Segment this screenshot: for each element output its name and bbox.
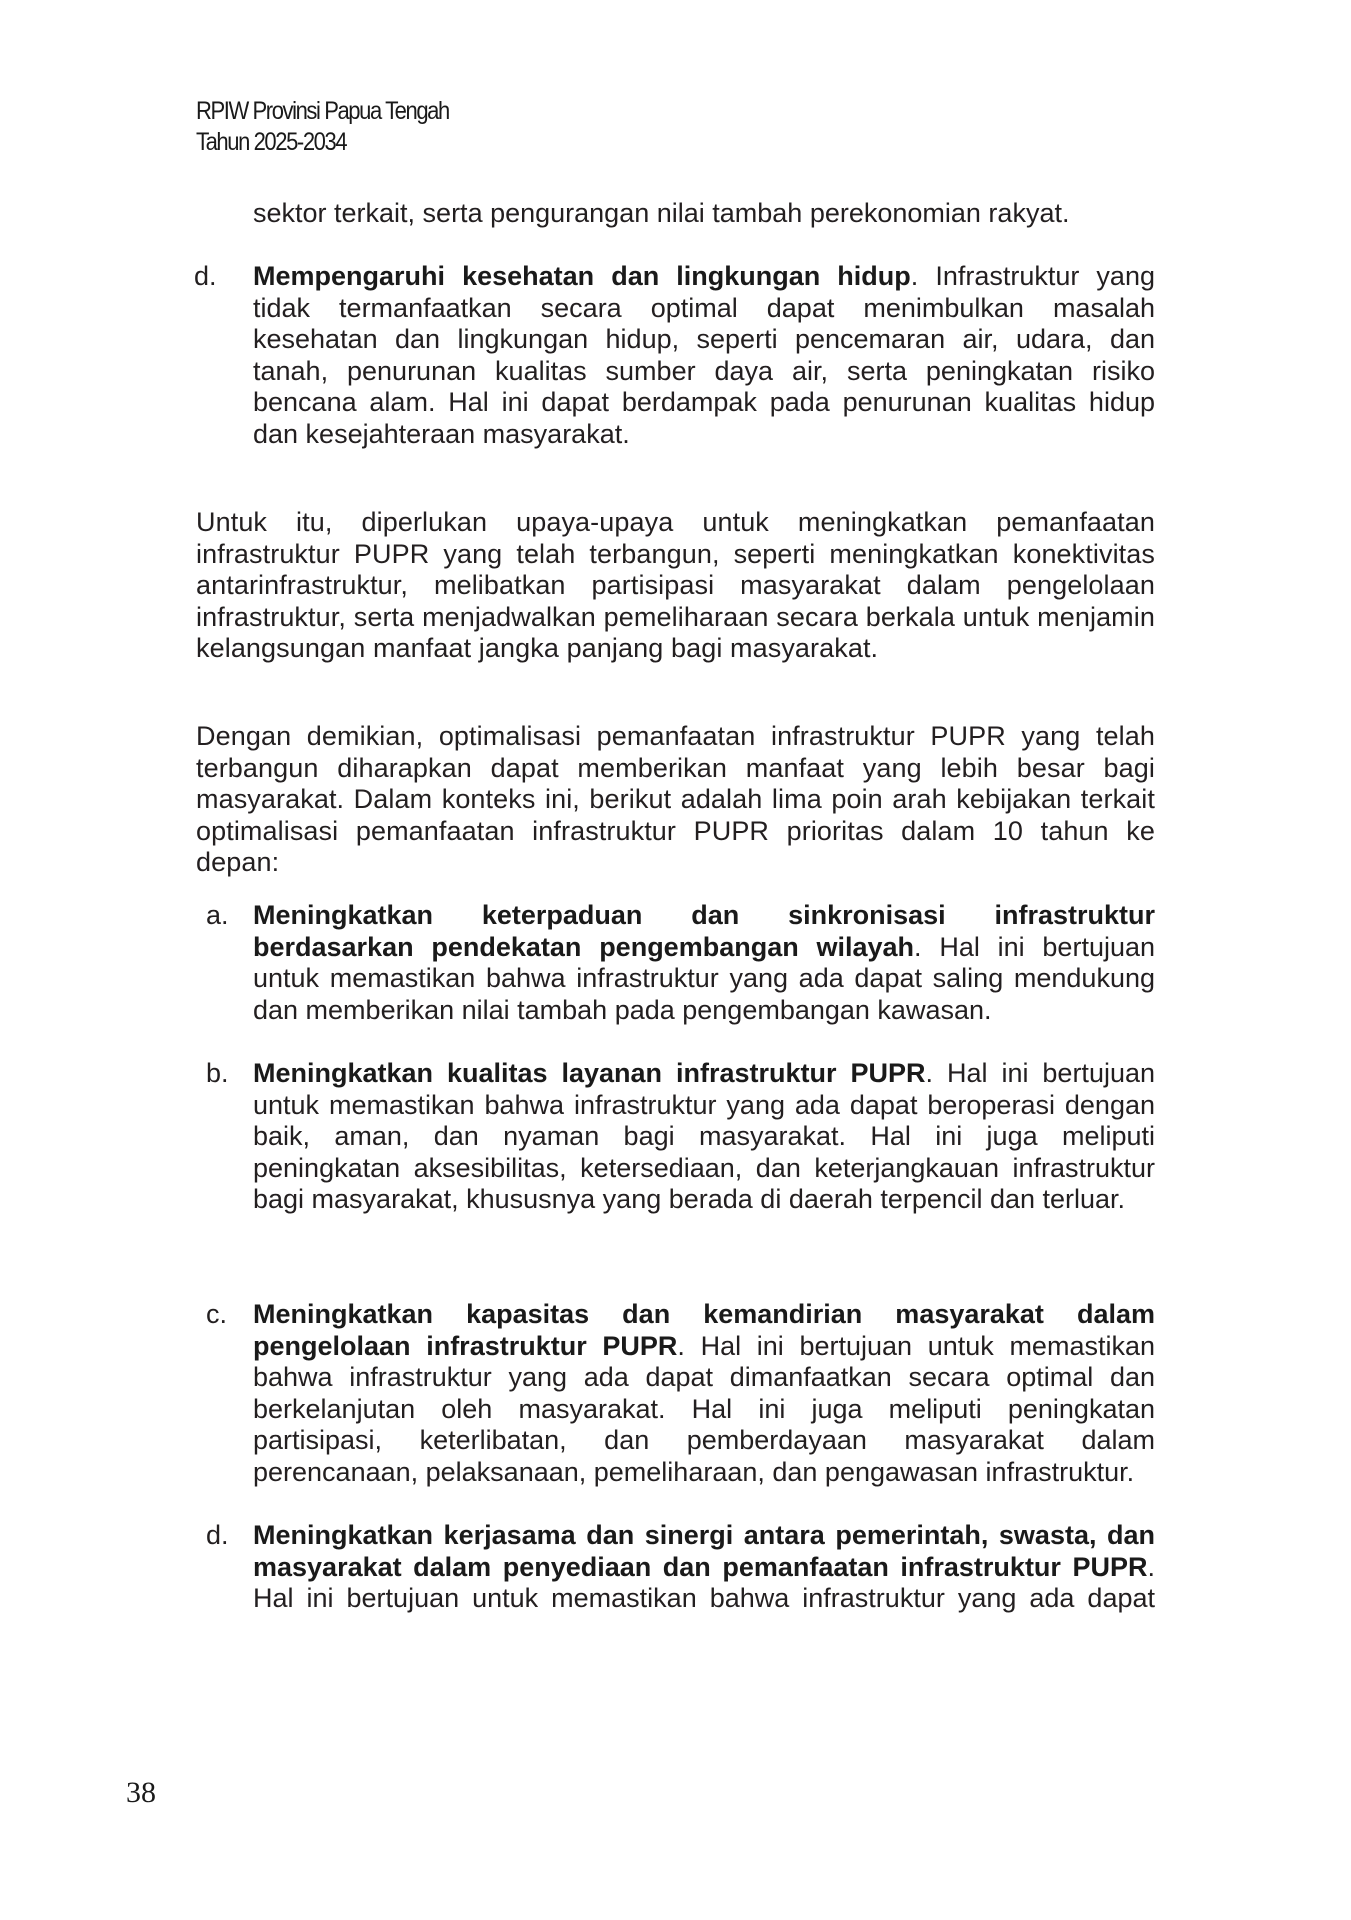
header-period: Tahun 2025-2034 xyxy=(196,128,347,156)
list-item-text: . Hal ini bertujuan untuk memastikan bahwa infrastruktur yang ada dapat beroperasi dengan baik, aman, dan nyaman bagi masyarakat. Hal ini juga meliputi peningkatan aksesibilitas, ketersediaan, dan keterjangkauan infrastruktur bagi masyarakat, khususnya yang berada di daerah terpencil dan terluar. xyxy=(253,1058,1156,1214)
running-header xyxy=(196,96,449,158)
list-item-text: . Hal ini bertujuan untuk memastikan bahwa infrastruktur yang ada dapat saling mendukung dan memberikan nilai tambah pada pengembangan kawasan. xyxy=(253,931,1156,1025)
paragraph-text: Untuk itu, diperlukan upaya-upaya untuk meningkatkan pemanfaatan infrastruktur PUPR yang telah terbangun, seperti meningkatkan konektivitas antarinfrastruktur, melibatkan partisipasi masyarakat dalam pengelolaan infrastruktur, serta menjadwalkan pemeliharaan secara berkala untuk menjamin kelangsungan manfaat jangka panjang bagi masyarakat. xyxy=(196,507,1155,663)
list-item-heading: Meningkatkan keterpaduan dan sinkronisasi infrastruktur berdasarkan pendekatan pengembangan wilayah xyxy=(253,900,1155,962)
list-marker: b. xyxy=(206,1058,229,1088)
policy-item-d xyxy=(196,1520,1155,1615)
policy-item-b xyxy=(196,1058,1155,1216)
paragraph-efforts xyxy=(196,507,1155,665)
list-item-heading: Meningkatkan kerjasama dan sinergi antara pemerintah, swasta, dan masyarakat dalam penyediaan dan pemanfaatan infrastruktur PUPR xyxy=(253,1520,1155,1582)
list-marker: d. xyxy=(194,261,217,291)
continued-text: sektor terkait, serta pengurangan nilai tambah perekonomian rakyat. xyxy=(253,198,1070,228)
header-title: RPIW Provinsi Papua Tengah xyxy=(196,97,449,125)
list-item-text: . Hal ini bertujuan untuk memastikan bahwa infrastruktur yang ada dapat xyxy=(253,1551,1155,1613)
paragraph-conclusion xyxy=(196,721,1155,879)
list-item-heading: Meningkatkan kapasitas dan kemandirian masyarakat dalam pengelolaan infrastruktur PUPR xyxy=(253,1299,1155,1361)
list-item-body xyxy=(253,1299,1155,1488)
list-marker: a. xyxy=(206,900,229,930)
list-item-body xyxy=(253,1058,1155,1216)
list-item-body xyxy=(253,261,1155,450)
list-marker: d. xyxy=(206,1520,229,1550)
list-item-health-environment xyxy=(196,261,1155,450)
list-item-body xyxy=(253,900,1155,1026)
list-item-heading: Meningkatkan kualitas layanan infrastruktur PUPR xyxy=(253,1058,926,1088)
list-item-heading: Mempengaruhi kesehatan dan lingkungan hidup xyxy=(253,261,911,291)
paragraph-text: Dengan demikian, optimalisasi pemanfaatan infrastruktur PUPR yang telah terbangun diharapkan dapat memberikan manfaat yang lebih besar bagi masyarakat. Dalam konteks ini, berikut adalah lima poin arah kebijakan terkait optimalisasi pemanfaatan infrastruktur PUPR prioritas dalam 10 tahun ke depan: xyxy=(196,721,1155,877)
list-item-text: . Infrastruktur yang tidak termanfaatkan secara optimal dapat menimbulkan masalah kesehatan dan lingkungan hidup, seperti pencemaran air, udara, dan tanah, penurunan kualitas sumber daya air, serta peningkatan risiko bencana alam. Hal ini dapat berdampak pada penurunan kualitas hidup dan kesejahteraan masyarakat. xyxy=(253,261,1155,449)
list-item-body xyxy=(253,1520,1155,1615)
policy-item-c xyxy=(196,1299,1155,1488)
page-number: 38 xyxy=(126,1776,156,1809)
list-item-text: . Hal ini bertujuan untuk memastikan bahwa infrastruktur yang ada dapat dimanfaatkan secara optimal dan berkelanjutan oleh masyarakat. Hal ini juga meliputi peningkatan partisipasi, keterlibatan, dan pemberdayaan masyarakat dalam perencanaan, pelaksanaan, pemeliharaan, dan pengawasan infrastruktur. xyxy=(253,1330,1155,1487)
policy-item-a xyxy=(196,900,1155,1026)
list-marker: c. xyxy=(206,1299,228,1329)
